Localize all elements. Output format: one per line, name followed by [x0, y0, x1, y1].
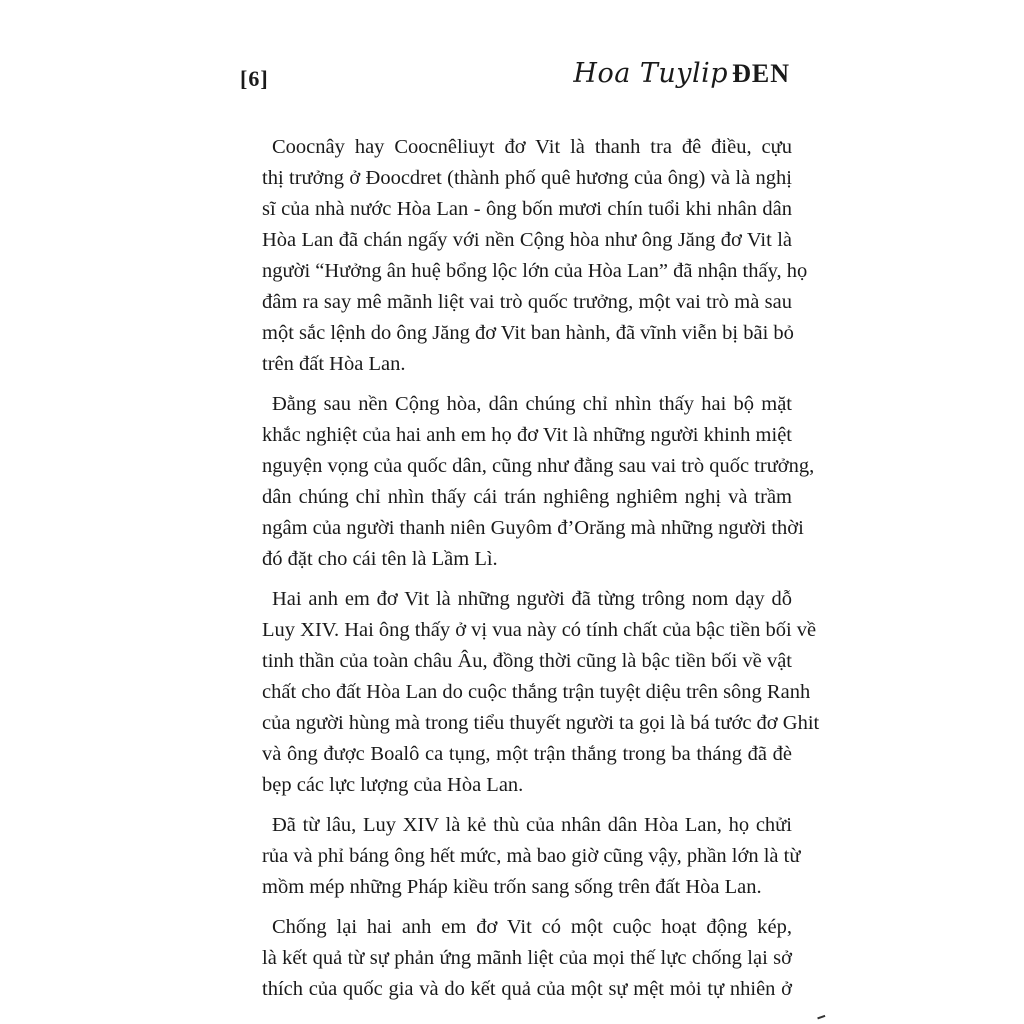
text-line: thích của quốc gia và do kết quả của một sự mệt mỏi tự nhiên ở	[262, 978, 792, 1000]
text-line: dân chúng chỉ nhìn thấy cái trán nghiêng nghiêm nghị và trầm	[262, 486, 792, 508]
text-line: là kết quả từ sự phản ứng mãnh liệt của mọi thế lực chống lại sở	[262, 947, 792, 969]
text-line: Hòa Lan đã chán ngấy với nền Cộng hòa như ông Jăng đơ Vit là	[262, 229, 792, 251]
running-title	[573, 58, 790, 90]
text-line: một sắc lệnh do ông Jăng đơ Vit ban hành, đã vĩnh viễn bị bãi bỏ	[262, 322, 794, 344]
text-line: tinh thần của toàn châu Âu, đồng thời cũng là bậc tiền bối về vật	[262, 650, 792, 672]
text-line: rủa và phỉ báng ông hết mức, mà bao giờ cũng vậy, phần lớn là từ	[262, 845, 801, 867]
page-number: [6]	[240, 66, 269, 91]
text-line: đâm ra say mê mãnh liệt vai trò quốc trưởng, một vai trò mà sau	[262, 291, 792, 313]
text-line: của người hùng mà trong tiểu thuyết người ta gọi là bá tước đơ Ghit	[262, 712, 820, 734]
text-line: Coocnây hay Coocnêliuyt đơ Vit là thanh tra đê điều, cựu	[272, 136, 792, 158]
paragraph-4	[262, 810, 801, 903]
text-line: người “Hưởng ân huệ bổng lộc lớn của Hòa Lan” đã nhận thấy, họ	[262, 260, 808, 282]
paragraph-3	[262, 584, 820, 801]
text-line: khắc nghiệt của hai anh em họ đơ Vit là những người khinh miệt	[262, 424, 792, 446]
text-line: sĩ của nhà nước Hòa Lan - ông bốn mươi chín tuổi khi nhân dân	[262, 198, 792, 220]
text-line: Đã từ lâu, Luy XIV là kẻ thù của nhân dân Hòa Lan, họ chửi	[272, 814, 792, 836]
paragraph-1	[262, 132, 808, 380]
text-line: chất cho đất Hòa Lan do cuộc thắng trận tuyệt diệu trên sông Ranh	[262, 681, 811, 703]
text-line: Đằng sau nền Cộng hòa, dân chúng chỉ nhìn thấy hai bộ mặt	[272, 393, 792, 415]
text-line: Luy XIV. Hai ông thấy ở vị vua này có tính chất của bậc tiền bối về	[262, 619, 817, 641]
text-line: ngâm của người thanh niên Guyôm đ’Orăng mà những người thời	[262, 517, 804, 539]
text-line: Hai anh em đơ Vit là những người đã từng trông nom dạy dỗ	[272, 588, 792, 610]
text-line: đó đặt cho cái tên là Lầm Lì.	[262, 548, 498, 570]
text-line: bẹp các lực lượng của Hòa Lan.	[262, 774, 524, 796]
page-corner-mark	[817, 1015, 827, 1023]
paragraph-5	[262, 912, 792, 1005]
text-line: trên đất Hòa Lan.	[262, 353, 406, 375]
running-title-bold: ĐEN	[732, 59, 790, 88]
text-line: nguyện vọng của quốc dân, cũng như đằng sau vai trò quốc trưởng,	[262, 455, 815, 477]
text-line: Chống lại hai anh em đơ Vit có một cuộc hoạt động kép,	[272, 916, 792, 938]
running-title-script: Hoa Tuylip	[573, 58, 729, 89]
page-header	[240, 58, 790, 98]
text-line: và ông được Boalô ca tụng, một trận thắng trong ba tháng đã đè	[262, 743, 792, 765]
text-line: mồm mép những Pháp kiều trốn sang sống trên đất Hòa Lan.	[262, 876, 762, 898]
paragraph-2	[262, 389, 815, 575]
body-text	[262, 132, 820, 1014]
text-line: thị trưởng ở Đoocdret (thành phố quê hương của ông) và là nghị	[262, 167, 792, 189]
